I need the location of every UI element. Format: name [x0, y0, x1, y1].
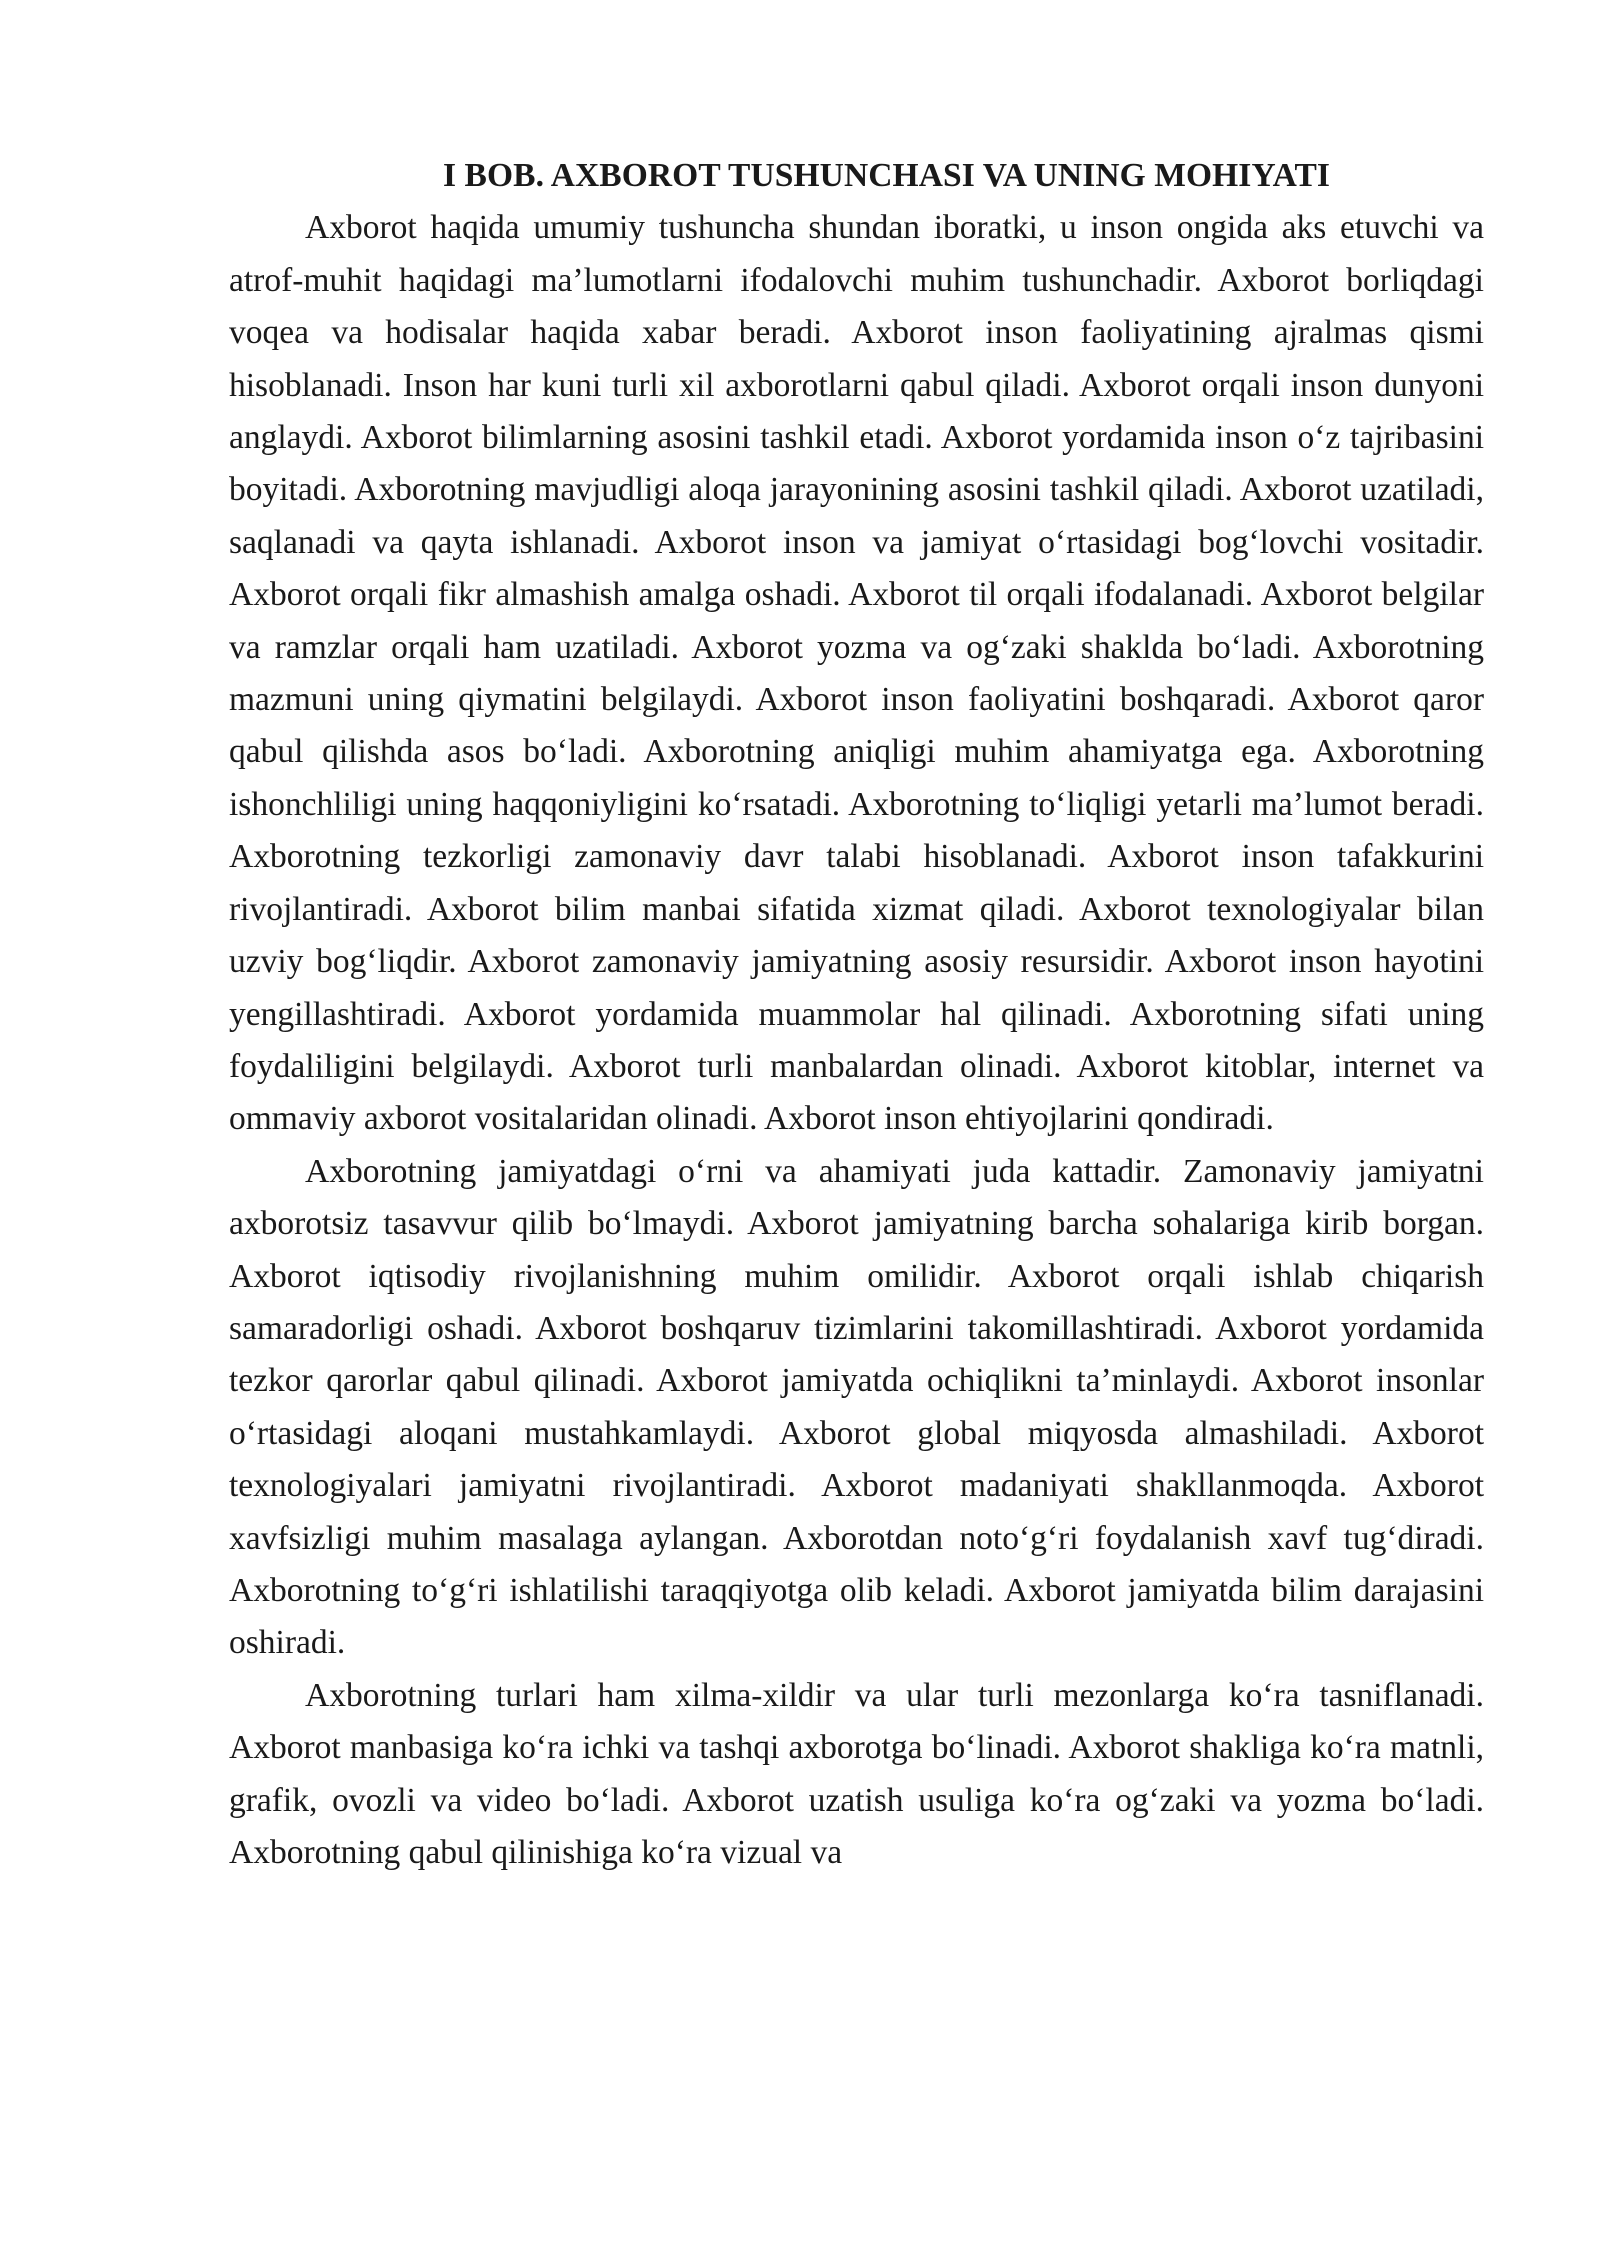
- page-content: [229, 150, 1484, 1879]
- paragraph-definition: Axborot haqida umumiy tushuncha shundan iboratki, u inson ongida aks etuvchi va atrof-muhit haqidagi ma’lumotlarni ifodalovchi muhim tushunchadir. Axborot borliqdagi voqea va hodisalar haqida xabar beradi. Axborot inson faoliyatining ajralmas qismi hisoblanadi. Inson har kuni turli xil axborotlarni qabul qiladi. Axborot orqali inson dunyoni anglaydi. Axborot bilimlarning asosini tashkil etadi. Axborot yordamida inson o‘z tajribasini boyitadi. Axborotning mavjudligi aloqa jarayonining asosini tashkil qiladi. Axborot uzatiladi, saqlanadi va qayta ishlanadi. Axborot inson va jamiyat o‘rtasidagi bog‘lovchi vositadir. Axborot orqali fikr almashish amalga oshadi. Axborot til orqali ifodalanadi. Axborot belgilar va ramzlar orqali ham uzatiladi. Axborot yozma va og‘zaki shaklda bo‘ladi. Axborotning mazmuni uning qiymatini belgilaydi. Axborot inson faoliyatini boshqaradi. Axborot qaror qabul qilishda asos bo‘ladi. Axborotning aniqligi muhim ahamiyatga ega. Axborotning ishonchliligi uning haqqoniyligini ko‘rsatadi. Axborotning to‘liqligi yetarli ma’lumot beradi. Axborotning tezkorligi zamonaviy davr talabi hisoblanadi. Axborot inson tafakkurini rivojlantiradi. Axborot bilim manbai sifatida xizmat qiladi. Axborot texnologiyalar bilan uzviy bog‘liqdir. Axborot zamonaviy jamiyatning asosiy resursidir. Axborot inson hayotini yengillashtiradi. Axborot yordamida muammolar hal qilinadi. Axborotning sifati uning foydaliligini belgilaydi. Axborot turli manbalardan olinadi. Axborot kitoblar, internet va ommaviy axborot vositalaridan olinadi. Axborot inson ehtiyojlarini qondiradi.: [229, 209, 1484, 1138]
- paragraph-types: Axborotning turlari ham xilma-xildir va ular turli mezonlarga ko‘ra tasniflanadi. Axborot manbasiga ko‘ra ichki va tashqi axborotga bo‘linadi. Axborot shakliga ko‘ra matnli, grafik, ovozli va video bo‘ladi. Axborot uzatish usuliga ko‘ra og‘zaki va yozma bo‘ladi. Axborotning qabul qilinishiga ko‘ra vizual va: [229, 1676, 1484, 1871]
- paragraph-society-role: Axborotning jamiyatdagi o‘rni va ahamiyati juda kattadir. Zamonaviy jamiyatni axborotsiz tasavvur qilib bo‘lmaydi. Axborot jamiyatning barcha sohalariga kirib borgan. Axborot iqtisodiy rivojlanishning muhim omilidir. Axborot orqali ishlab chiqarish samaradorligi oshadi. Axborot boshqaruv tizimlarini takomillashtiradi. Axborot yordamida tezkor qarorlar qabul qilinadi. Axborot jamiyatda ochiqlikni ta’minlaydi. Axborot insonlar o‘rtasidagi aloqani mustahkamlaydi. Axborot global miqyosda almashiladi. Axborot texnologiyalari jamiyatni rivojlantiradi. Axborot madaniyati shakllanmoqda. Axborot xavfsizligi muhim masalaga aylangan. Axborotdan noto‘g‘ri foydalanish xavf tug‘diradi. Axborotning to‘g‘ri ishlatilishi taraqqiyotga olib keladi. Axborot jamiyatda bilim darajasini oshiradi.: [229, 1152, 1484, 1662]
- chapter-title: I BOB. AXBOROT TUSHUNCHASI VA UNING MOHIYATI: [442, 157, 1331, 194]
